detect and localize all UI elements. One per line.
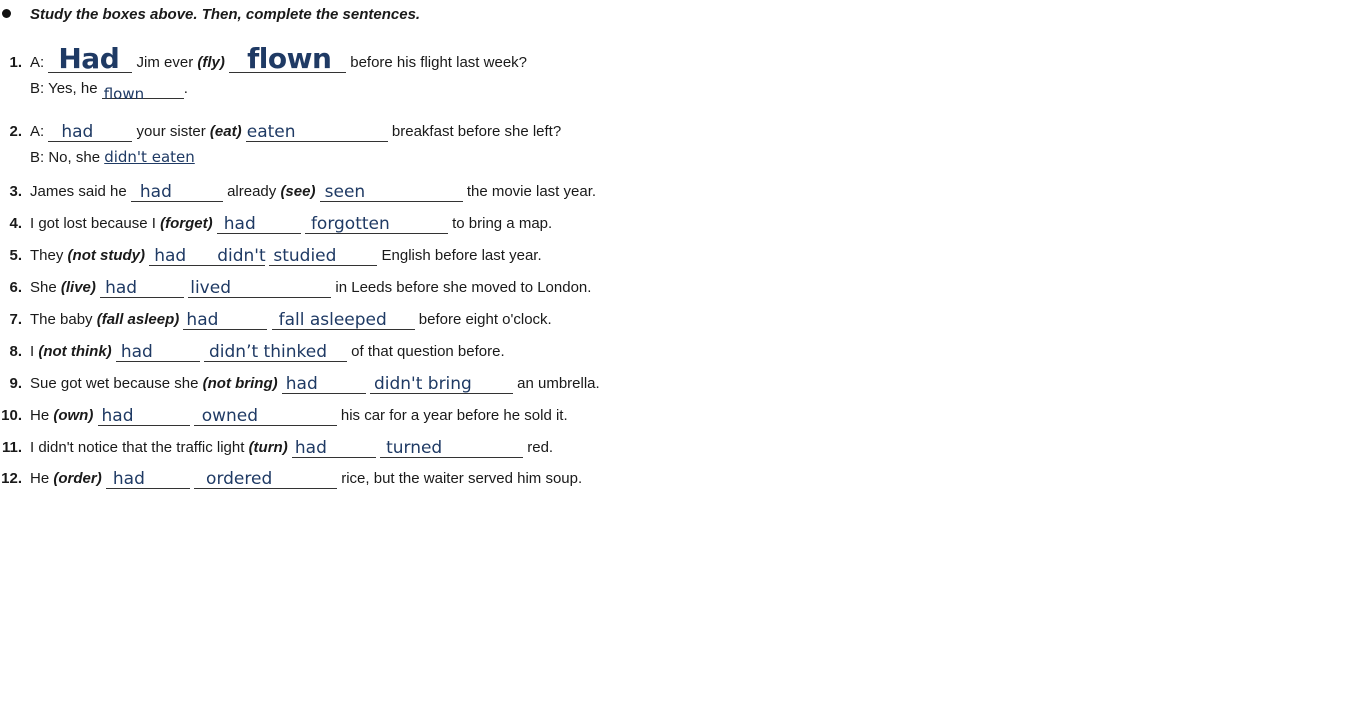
- instruction: [2, 6, 420, 23]
- answer-text: had: [101, 406, 134, 426]
- sentence-text: rice, but the waiter served him soup.: [341, 470, 583, 487]
- speaker-b: B: Yes, he: [30, 80, 98, 97]
- answer-blank[interactable]: [229, 42, 346, 75]
- item-number: 7.: [9, 311, 22, 328]
- answer-blank[interactable]: [370, 373, 513, 394]
- sentence-text: I didn't notice that the traffic light: [30, 439, 245, 456]
- answer-text: flown: [247, 42, 332, 75]
- speaker-a: A:: [30, 123, 45, 140]
- sentence-text: red.: [527, 439, 554, 456]
- verb-cue: (not bring): [202, 375, 278, 392]
- exercise-4: [0, 211, 552, 237]
- answer-blank[interactable]: [282, 373, 366, 394]
- answer-text: had: [112, 469, 145, 489]
- exercise-11: [0, 435, 553, 461]
- exercise-10: [0, 403, 568, 429]
- sentence-text: of that question before.: [351, 343, 505, 360]
- punctuation: .: [183, 80, 188, 97]
- exercise-5: [0, 243, 542, 269]
- answer-text[interactable]: didn't eaten: [104, 148, 195, 166]
- sentence-text: The baby: [30, 311, 93, 328]
- answer-blank[interactable]: [116, 341, 200, 362]
- item-number: 1.: [9, 54, 22, 71]
- speaker-b: B: No, she: [30, 149, 101, 166]
- exercise-6: [0, 275, 591, 301]
- answer-blank[interactable]: [183, 309, 267, 330]
- answer-blank[interactable]: [380, 437, 523, 458]
- verb-cue: (live): [60, 279, 96, 296]
- answer-text: studied: [273, 246, 337, 266]
- sentence-text: I: [30, 343, 35, 360]
- answer-blank[interactable]: [102, 78, 184, 103]
- bullet-icon: [2, 9, 11, 18]
- sentence-text: breakfast before she left?: [391, 123, 562, 140]
- answer-text: had: [223, 214, 256, 234]
- answer-text: had: [61, 122, 94, 142]
- answer-blank[interactable]: [194, 405, 337, 426]
- answer-blank[interactable]: [272, 309, 415, 330]
- answer-text: had: [294, 438, 327, 458]
- sentence-text: an umbrella.: [517, 375, 600, 392]
- sentence-text: his car for a year before he sold it.: [340, 407, 568, 424]
- answer-blank[interactable]: [246, 121, 388, 142]
- verb-cue: (not think): [38, 343, 112, 360]
- answer-blank[interactable]: [48, 42, 132, 75]
- answer-text: eaten: [246, 122, 296, 142]
- answer-text: fall asleeped: [278, 310, 387, 330]
- sentence-text: He: [30, 407, 50, 424]
- answer-blank[interactable]: [98, 405, 190, 426]
- sentence-text: Sue got wet because she: [30, 375, 199, 392]
- verb-cue: (eat): [209, 123, 242, 140]
- answer-text: didn’t thinked: [209, 342, 327, 362]
- sentence-text: English before last year.: [381, 247, 542, 264]
- exercise-8: [0, 339, 505, 365]
- instruction-text: Study the boxes above. Then, complete the sentences.: [30, 6, 421, 23]
- exercise-2-line-a: [0, 119, 561, 145]
- verb-cue: (not study): [67, 247, 146, 264]
- item-number: 11.: [1, 439, 22, 456]
- exercise-7: [0, 307, 552, 333]
- sentence-text: in Leeds before she moved to London.: [335, 279, 592, 296]
- verb-cue: (order): [53, 470, 102, 487]
- answer-text: owned: [201, 406, 259, 426]
- answer-blank[interactable]: [194, 468, 337, 489]
- answer-text: had: [120, 342, 153, 362]
- answer-text: ordered: [206, 469, 273, 489]
- item-number: 4.: [9, 215, 22, 232]
- sentence-text: already: [227, 183, 277, 200]
- answer-text: turned: [386, 438, 443, 458]
- exercise-2-line-b: [0, 145, 195, 171]
- item-number: 6.: [9, 279, 22, 296]
- answer-blank[interactable]: [106, 468, 190, 489]
- verb-cue: (fly): [197, 54, 225, 71]
- sentence-text: She: [30, 279, 57, 296]
- item-number: 12.: [1, 470, 22, 487]
- answer-blank[interactable]: [217, 213, 301, 234]
- answer-text: had: [139, 182, 172, 202]
- verb-cue: (forget): [160, 215, 213, 232]
- answer-text: flown: [103, 85, 145, 103]
- exercise-1-line-b: [0, 76, 188, 102]
- exercise-1-line-a: [0, 42, 527, 76]
- answer-blank[interactable]: [131, 181, 223, 202]
- item-number: 3.: [9, 183, 22, 200]
- item-number: 9.: [9, 375, 22, 392]
- answer-blank[interactable]: [100, 277, 184, 298]
- answer-blank[interactable]: [305, 213, 448, 234]
- answer-text: seen: [324, 182, 366, 202]
- sentence-text: They: [30, 247, 64, 264]
- sentence-text: before eight o'clock.: [418, 311, 552, 328]
- verb-cue: (own): [53, 407, 94, 424]
- exercise-12: [0, 466, 582, 492]
- sentence-text: I got lost because I: [30, 215, 156, 232]
- exercise-3: [0, 179, 596, 205]
- answer-text: didn't bring: [373, 374, 472, 394]
- answer-text: had: [285, 374, 318, 394]
- item-number: 10.: [1, 407, 22, 424]
- answer-blank[interactable]: [204, 341, 347, 362]
- speaker-a: A:: [30, 54, 45, 71]
- answer-blank[interactable]: [188, 277, 331, 298]
- sentence-text: to bring a map.: [452, 215, 553, 232]
- verb-cue: (turn): [248, 439, 288, 456]
- sentence-text: He: [30, 470, 50, 487]
- answer-blank[interactable]: [48, 121, 132, 142]
- answer-text: had: [105, 278, 138, 298]
- answer-text: forgotten: [310, 214, 390, 234]
- item-number: 2.: [9, 123, 22, 140]
- verb-cue: (fall asleep): [96, 311, 180, 328]
- sentence-text: your sister: [136, 123, 206, 140]
- answer-blank[interactable]: [269, 245, 377, 266]
- item-number: 8.: [9, 343, 22, 360]
- sentence-text: James said he: [30, 183, 127, 200]
- sentence-text: the movie last year.: [466, 183, 597, 200]
- answer-blank[interactable]: [292, 437, 376, 458]
- answer-text: Had: [58, 42, 120, 75]
- answer-text: had: [154, 246, 187, 266]
- sentence-text: before his flight last week?: [350, 54, 527, 71]
- item-number: 5.: [9, 247, 22, 264]
- exercise-9: [0, 371, 600, 397]
- answer-blank[interactable]: [149, 245, 265, 266]
- answer-text: didn't: [217, 246, 266, 266]
- answer-text: had: [186, 310, 219, 330]
- answer-blank[interactable]: [320, 181, 463, 202]
- sentence-text: Jim ever: [136, 54, 194, 71]
- verb-cue: (see): [280, 183, 316, 200]
- answer-text: lived: [190, 278, 231, 298]
